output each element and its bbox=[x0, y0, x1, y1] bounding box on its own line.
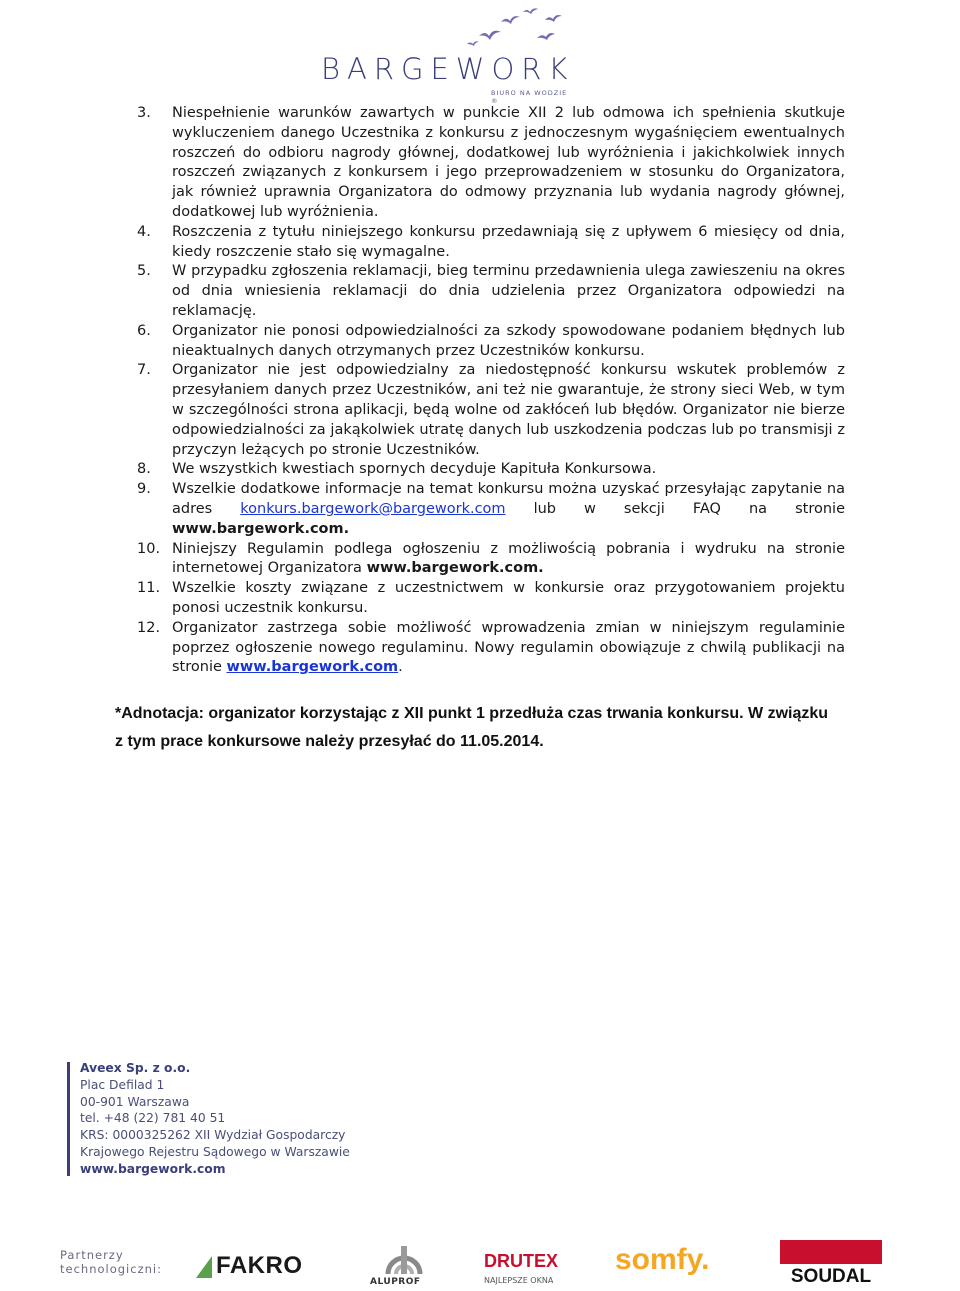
rule-number: 6. bbox=[137, 322, 151, 339]
rule-item bbox=[137, 262, 845, 321]
rule-text: Organizator nie jest odpowiedzialny za niedostępność konkursu wskutek problemów z przesyłaniem danych przez Uczestników, ani też nie gwarantuje, że strony sieci Web, w tym w szczególności strona aplikacji, będą wolne od zakłóceń lub błędów. Organizator nie bierze odpowiedzialności za jakąkolwiek utratę danych lub uszkodzenia podczas lub po transmisji z przyczyn leżących po stronie Uczestników. bbox=[172, 362, 845, 458]
rule-number: 12. bbox=[137, 619, 161, 636]
fakro-logo: FAKRO bbox=[216, 1252, 303, 1279]
partners-label-line: Partnerzy bbox=[60, 1248, 124, 1262]
company-name: Aveex Sp. z o.o. bbox=[80, 1061, 191, 1075]
rule-number: 11. bbox=[137, 580, 161, 597]
address-line: 00-901 Warszawa bbox=[80, 1094, 190, 1109]
rule-text: Roszczenia z tytułu niniejszego konkursu przedawniają się z upływem 6 miesięcy od dnia, kiedy roszczenie stało się wymagalne. bbox=[172, 223, 845, 260]
address-divider bbox=[67, 1062, 70, 1176]
rule-item bbox=[137, 480, 845, 539]
rule-item bbox=[137, 223, 845, 263]
rule-number: 7. bbox=[137, 362, 151, 379]
aluprof-logo-icon bbox=[384, 1240, 424, 1276]
website-text: www.bargework.com. bbox=[172, 520, 350, 537]
rule-text-part: Wszelkie dodatkowe informacje na temat konkursu można uzyskać przesyłając zapytanie na adres bbox=[172, 481, 845, 517]
aluprof-logo: ALUPROF bbox=[370, 1277, 421, 1287]
fakro-logo-icon bbox=[196, 1256, 212, 1278]
rule-number: 9. bbox=[137, 481, 151, 498]
rule-text: Niespełnienie warunków zawartych w punkcie XII 2 lub odmowa ich spełnienia skutkuje wykluczeniem danego Uczestnika z konkursu z jednoczesnym wygaśnięciem ewentualnych roszczeń do odbioru nagrody głównej, dodatkowej lub wyróżnienia i jakichkolwiek innych roszczeń związanych z konkursem i jego przeprowadzeniem w stosunku do Organizatora, jak również uprawnia Organizatora do odmowy przyznania lub wydania nagrody głównej, dodatkowej lub wyróżnienia. bbox=[172, 105, 845, 220]
rule-number: 5. bbox=[137, 263, 151, 280]
soudal-logo-text: SOUDAL bbox=[790, 1266, 872, 1286]
rule-text-part: Niniejszy Regulamin podlega ogłoszeniu z możliwością pobrania i wydruku na stronie internetowej Organizatora bbox=[172, 540, 845, 577]
rule-item bbox=[137, 579, 845, 619]
birds-icon bbox=[465, 8, 575, 58]
rule-number: 3. bbox=[137, 105, 151, 121]
rule-text: Organizator nie ponosi odpowiedzialności za szkody spowodowane podaniem błędnych lub nieaktualnych danych otrzymanych przez Uczestników konkursu. bbox=[172, 322, 845, 359]
address-line: Plac Defilad 1 bbox=[80, 1077, 165, 1092]
rule-item bbox=[137, 619, 845, 678]
rule-text: We wszystkich kwestiach spornych decyduje Kapituła Konkursowa. bbox=[172, 461, 657, 478]
rule-text-part: lub w sekcji FAQ na stronie bbox=[505, 500, 845, 517]
rule-item bbox=[137, 460, 845, 480]
rule-item bbox=[137, 322, 845, 362]
drutex-tagline: NAJLEPSZE OKNA bbox=[484, 1276, 554, 1285]
rule-item bbox=[137, 104, 845, 223]
address-line: KRS: 0000325262 XII Wydział Gospodarczy bbox=[80, 1128, 346, 1143]
rule-text: W przypadku zgłoszenia reklamacji, bieg terminu przedawnienia ulega zawieszeniu na okres od dnia wniesienia reklamacji do dnia udzielenia przez Organizatora odpowiedzi na reklamację. bbox=[172, 263, 845, 319]
drutex-logo: DRUTEX bbox=[484, 1251, 559, 1271]
soudal-logo bbox=[780, 1240, 882, 1286]
website-link[interactable]: www.bargework.com bbox=[226, 659, 399, 676]
contact-email-link[interactable]: konkurs.bargework@bargework.com bbox=[240, 500, 506, 517]
rule-text-part: Organizator zastrzega sobie możliwość wprowadzenia zmian w niniejszym regulaminie poprzez ogłoszenie nowego regulaminu. Nowy regulamin obowiązuje z chwilą publikacji na stronie bbox=[172, 619, 845, 676]
rule-number: 10. bbox=[137, 540, 161, 557]
rule-text: Wszelkie koszty związane z uczestnictwem w konkursie oraz przygotowaniem projektu ponosi uczestnik konkursu. bbox=[172, 580, 845, 616]
rule-item bbox=[137, 540, 845, 580]
somfy-logo: somfy. bbox=[615, 1243, 710, 1276]
address-line: tel. +48 (22) 781 40 51 bbox=[80, 1111, 226, 1126]
rule-number: 4. bbox=[137, 223, 151, 240]
rule-item bbox=[137, 361, 845, 460]
rule-text-part: . bbox=[398, 659, 403, 676]
bargework-logo bbox=[315, 8, 575, 105]
partners-label-line: technologiczni: bbox=[60, 1262, 162, 1276]
website-text: www.bargework.com. bbox=[366, 560, 544, 577]
rules-list bbox=[137, 104, 845, 678]
annotation-note: *Adnotacja: organizator korzystając z XII punkt 1 przedłuża czas trwania konkursu. W związku z tym prace konkursowe należy przesyłać do 11.05.2014. bbox=[115, 705, 829, 750]
footer-website: www.bargework.com bbox=[80, 1161, 226, 1176]
rule-number: 8. bbox=[137, 461, 151, 478]
partners-label bbox=[60, 1248, 162, 1276]
address-line: Krajowego Rejestru Sądowego w Warszawie bbox=[80, 1144, 350, 1159]
logo-tagline: BIURO NA WODZIE ® bbox=[491, 89, 568, 105]
company-address bbox=[80, 1060, 350, 1178]
logo-wordmark: BARGEWORK bbox=[321, 52, 575, 86]
